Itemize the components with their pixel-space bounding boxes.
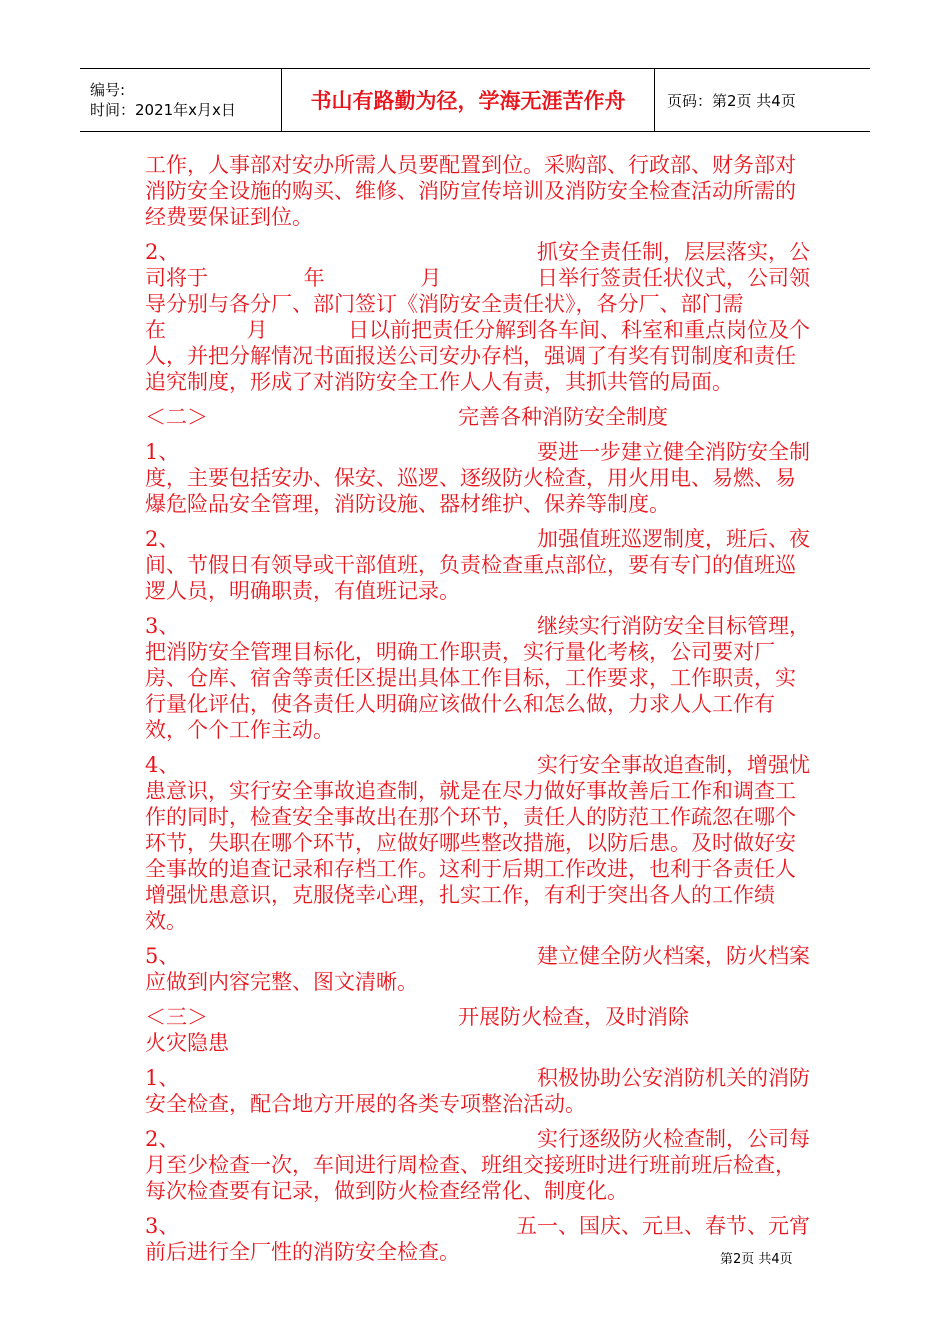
item-number: 3、 (145, 1214, 180, 1238)
text-fragment: 日举行签责任状仪式，公司领 (536, 266, 810, 290)
text-fragment: 年 (303, 266, 325, 290)
item-number: 4、 (145, 753, 180, 777)
text-fragment: 月 (420, 266, 442, 290)
document-body (145, 152, 810, 1274)
header-motto (282, 69, 655, 131)
text-block: 应做到内容完整、图文清晰。 (145, 970, 418, 994)
text-block: 患意识，实行安全事故追查制，就是在尽力做好事故善后工作和调查工作的同时，检查安全事故出在那个环节，责任人的防范工作疏忽在哪个环节，失职在哪个环节，应做好哪些整改措施，以防后患。及时做好安全事故的追查记录和存档工作。这利于后期工作改进，也利于各责任人增强忧患意识，克服侥幸心理，扎实工作，有利于突出各人的工作绩效。 (145, 779, 796, 933)
paragraph-s2-item-3 (145, 613, 810, 743)
paragraph-s3-item-3 (145, 1213, 810, 1265)
paragraph-s2-item-4 (145, 752, 810, 934)
section-title: 开展防火检查，及时消除 (458, 1005, 689, 1029)
text-block: 人，并把分解情况书面报送公司安办存档，强调了有奖有罚制度和责任追究制度，形成了对消防安全工作人人有责，其抓共管的局面。 (145, 344, 796, 394)
text-fragment: 日以前把责任分解到各车间、科室和重点岗位及个 (348, 318, 810, 342)
page-header (80, 68, 870, 132)
item-heading: 要进一步建立健全消防安全制 (537, 440, 810, 464)
text-block: 把消防安全管理目标化，明确工作职责，实行量化考核，公司要对厂房、仓库、宿舍等责任区提出具体工作目标，工作要求，工作职责，实行量化评估，使各责任人明确应该做什么和怎么做，力求人人工作有效，个个工作主动。 (145, 640, 796, 742)
paragraph-s3-item-2 (145, 1126, 810, 1204)
item-heading: 建立健全防火档案，防火档案 (537, 944, 810, 968)
item-number: 2、 (145, 527, 180, 551)
text-block: 前后进行全厂性的消防安全检查。 (145, 1240, 460, 1264)
header-meta (80, 69, 282, 131)
section-number: ＜三＞ (145, 1005, 208, 1029)
item-number: 3、 (145, 614, 180, 638)
text-fragment: 司将于 (145, 266, 208, 290)
paragraph-s2-item-5 (145, 943, 810, 995)
item-heading: 加强值班巡逻制度，班后、夜 (537, 527, 810, 551)
text-block: 间、节假日有领导或干部值班，负责检查重点部位，要有专门的值班巡逻人员，明确职责，有值班记录。 (145, 553, 796, 603)
item-heading: 实行安全事故追查制，增强忧 (537, 753, 810, 777)
paragraph-s3-item-1 (145, 1065, 810, 1117)
paragraph-s2-item-2 (145, 526, 810, 604)
time-label: 时间：2021年x月x日 (90, 101, 236, 119)
text-line: 导分别与各分厂、部门签订《消防安全责任状》，各分厂、部门需 (145, 292, 744, 316)
item-number: 1、 (145, 440, 180, 464)
paragraph-item-2 (145, 239, 810, 395)
header-page (655, 69, 870, 131)
number-label: 编号: (90, 81, 126, 99)
item-number: 5、 (145, 944, 180, 968)
text-block: 度，主要包括安办、保安、巡逻、逐级防火检查，用火用电、易燃、易爆危险品安全管理，消防设施、器材维护、保养等制度。 (145, 466, 796, 516)
item-number: 1、 (145, 1066, 180, 1090)
item-number: 2、 (145, 1127, 180, 1151)
paragraph-intro: 工作，人事部对安办所需人员要配置到位。采购部、行政部、财务部对消防安全设施的购买、维修、消防宣传培训及消防安全检查活动所需的经费要保证到位。 (145, 153, 796, 229)
section-heading-3 (145, 1004, 810, 1056)
page-footer: 第2页 共4页 (720, 1252, 793, 1267)
item-heading: 五一、国庆、元旦、春节、元宵 (516, 1214, 810, 1238)
section-number: ＜二＞ (145, 405, 208, 429)
item-number: 2、 (145, 240, 180, 264)
text-block: 月至少检查一次，车间进行周检查、班组交接班时进行班前班后检查，每次检查要有记录，做到防火检查经常化、制度化。 (145, 1153, 796, 1203)
item-heading: 继续实行消防安全目标管理， (537, 614, 810, 638)
item-heading: 积极协助公安消防机关的消防 (537, 1066, 810, 1090)
text-fragment: 在 (145, 318, 166, 342)
item-heading: 实行逐级防火检查制，公司每 (537, 1127, 810, 1151)
section-title: 完善各种消防安全制度 (458, 405, 668, 429)
item-heading: 抓安全责任制，层层落实，公 (537, 240, 810, 264)
text-fragment: 月 (246, 318, 268, 342)
motto-text: 书山有路勤为径，学海无涯苦作舟 (310, 89, 626, 113)
page-label: 页码：第2页 共4页 (667, 91, 796, 110)
paragraph-s2-item-1 (145, 439, 810, 517)
section-heading-2 (145, 404, 810, 430)
text-block: 安全检查，配合地方开展的各类专项整治活动。 (145, 1092, 586, 1116)
section-title-continued: 火灾隐患 (145, 1031, 229, 1055)
